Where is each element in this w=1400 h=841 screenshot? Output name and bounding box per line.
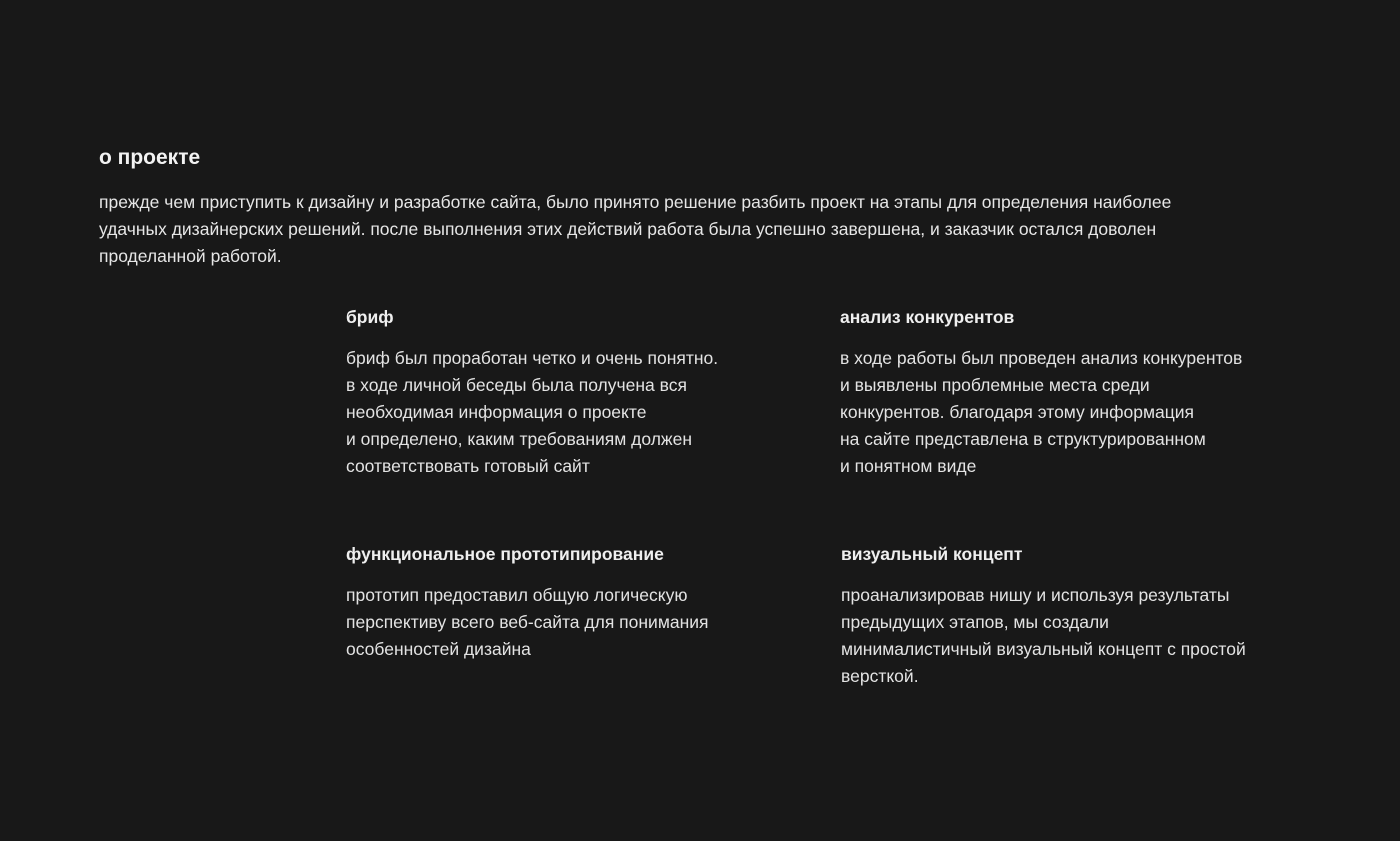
stage-text-line: и понятном виде [840, 456, 977, 476]
stage-text-line: соответствовать готовый сайт [346, 456, 590, 476]
stage-text-line: проанализировав нишу и используя результаты [841, 585, 1230, 605]
stage-text-line: в ходе работы был проведен анализ конкурентов [840, 348, 1243, 368]
intro-line: удачных дизайнерских решений. после выполнения этих действий работа была успешно завершена, и заказчик остался доволен [99, 219, 1157, 239]
stage-text-line: и выявлены проблемные места среди [840, 375, 1150, 395]
stage-title: функциональное прототипирование [346, 544, 664, 564]
stage-text-line: конкурентов. благодаря этому информация [840, 402, 1194, 422]
stage-text-line: и определено, каким требованиям должен [346, 429, 693, 449]
stage-description [346, 345, 816, 480]
stage-text-line: перспективу всего веб-сайта для понимания [346, 612, 709, 632]
section-title: о проекте [99, 146, 201, 169]
intro-line: прежде чем приступить к дизайну и разработке сайта, было принято решение разбить проект на этапы для определения наиболее [99, 192, 1172, 212]
project-intro [99, 189, 1309, 270]
stage-prototyping [346, 542, 816, 663]
stage-competitor-analysis [840, 305, 1310, 480]
stage-description [841, 582, 1311, 690]
stage-brief [346, 305, 816, 480]
stage-text-line: версткой. [841, 666, 919, 686]
stage-text-line: предыдущих этапов, мы создали [841, 612, 1109, 632]
stage-text-line: в ходе личной беседы была получена вся [346, 375, 687, 395]
stage-text-line: минималистичный визуальный концепт с простой [841, 639, 1246, 659]
stage-visual-concept [841, 542, 1311, 690]
stage-title: анализ конкурентов [840, 307, 1015, 327]
stage-text-line: на сайте представлена в структурированном [840, 429, 1206, 449]
stage-text-line: бриф был проработан четко и очень понятно. [346, 348, 719, 368]
stage-title: визуальный концепт [841, 544, 1023, 564]
stage-description [346, 582, 816, 663]
intro-line: проделанной работой. [99, 246, 282, 266]
stage-text-line: особенностей дизайна [346, 639, 531, 659]
stage-title: бриф [346, 307, 394, 327]
stage-text-line: необходимая информация о проекте [346, 402, 647, 422]
stage-description [840, 345, 1310, 480]
stage-text-line: прототип предоставил общую логическую [346, 585, 688, 605]
